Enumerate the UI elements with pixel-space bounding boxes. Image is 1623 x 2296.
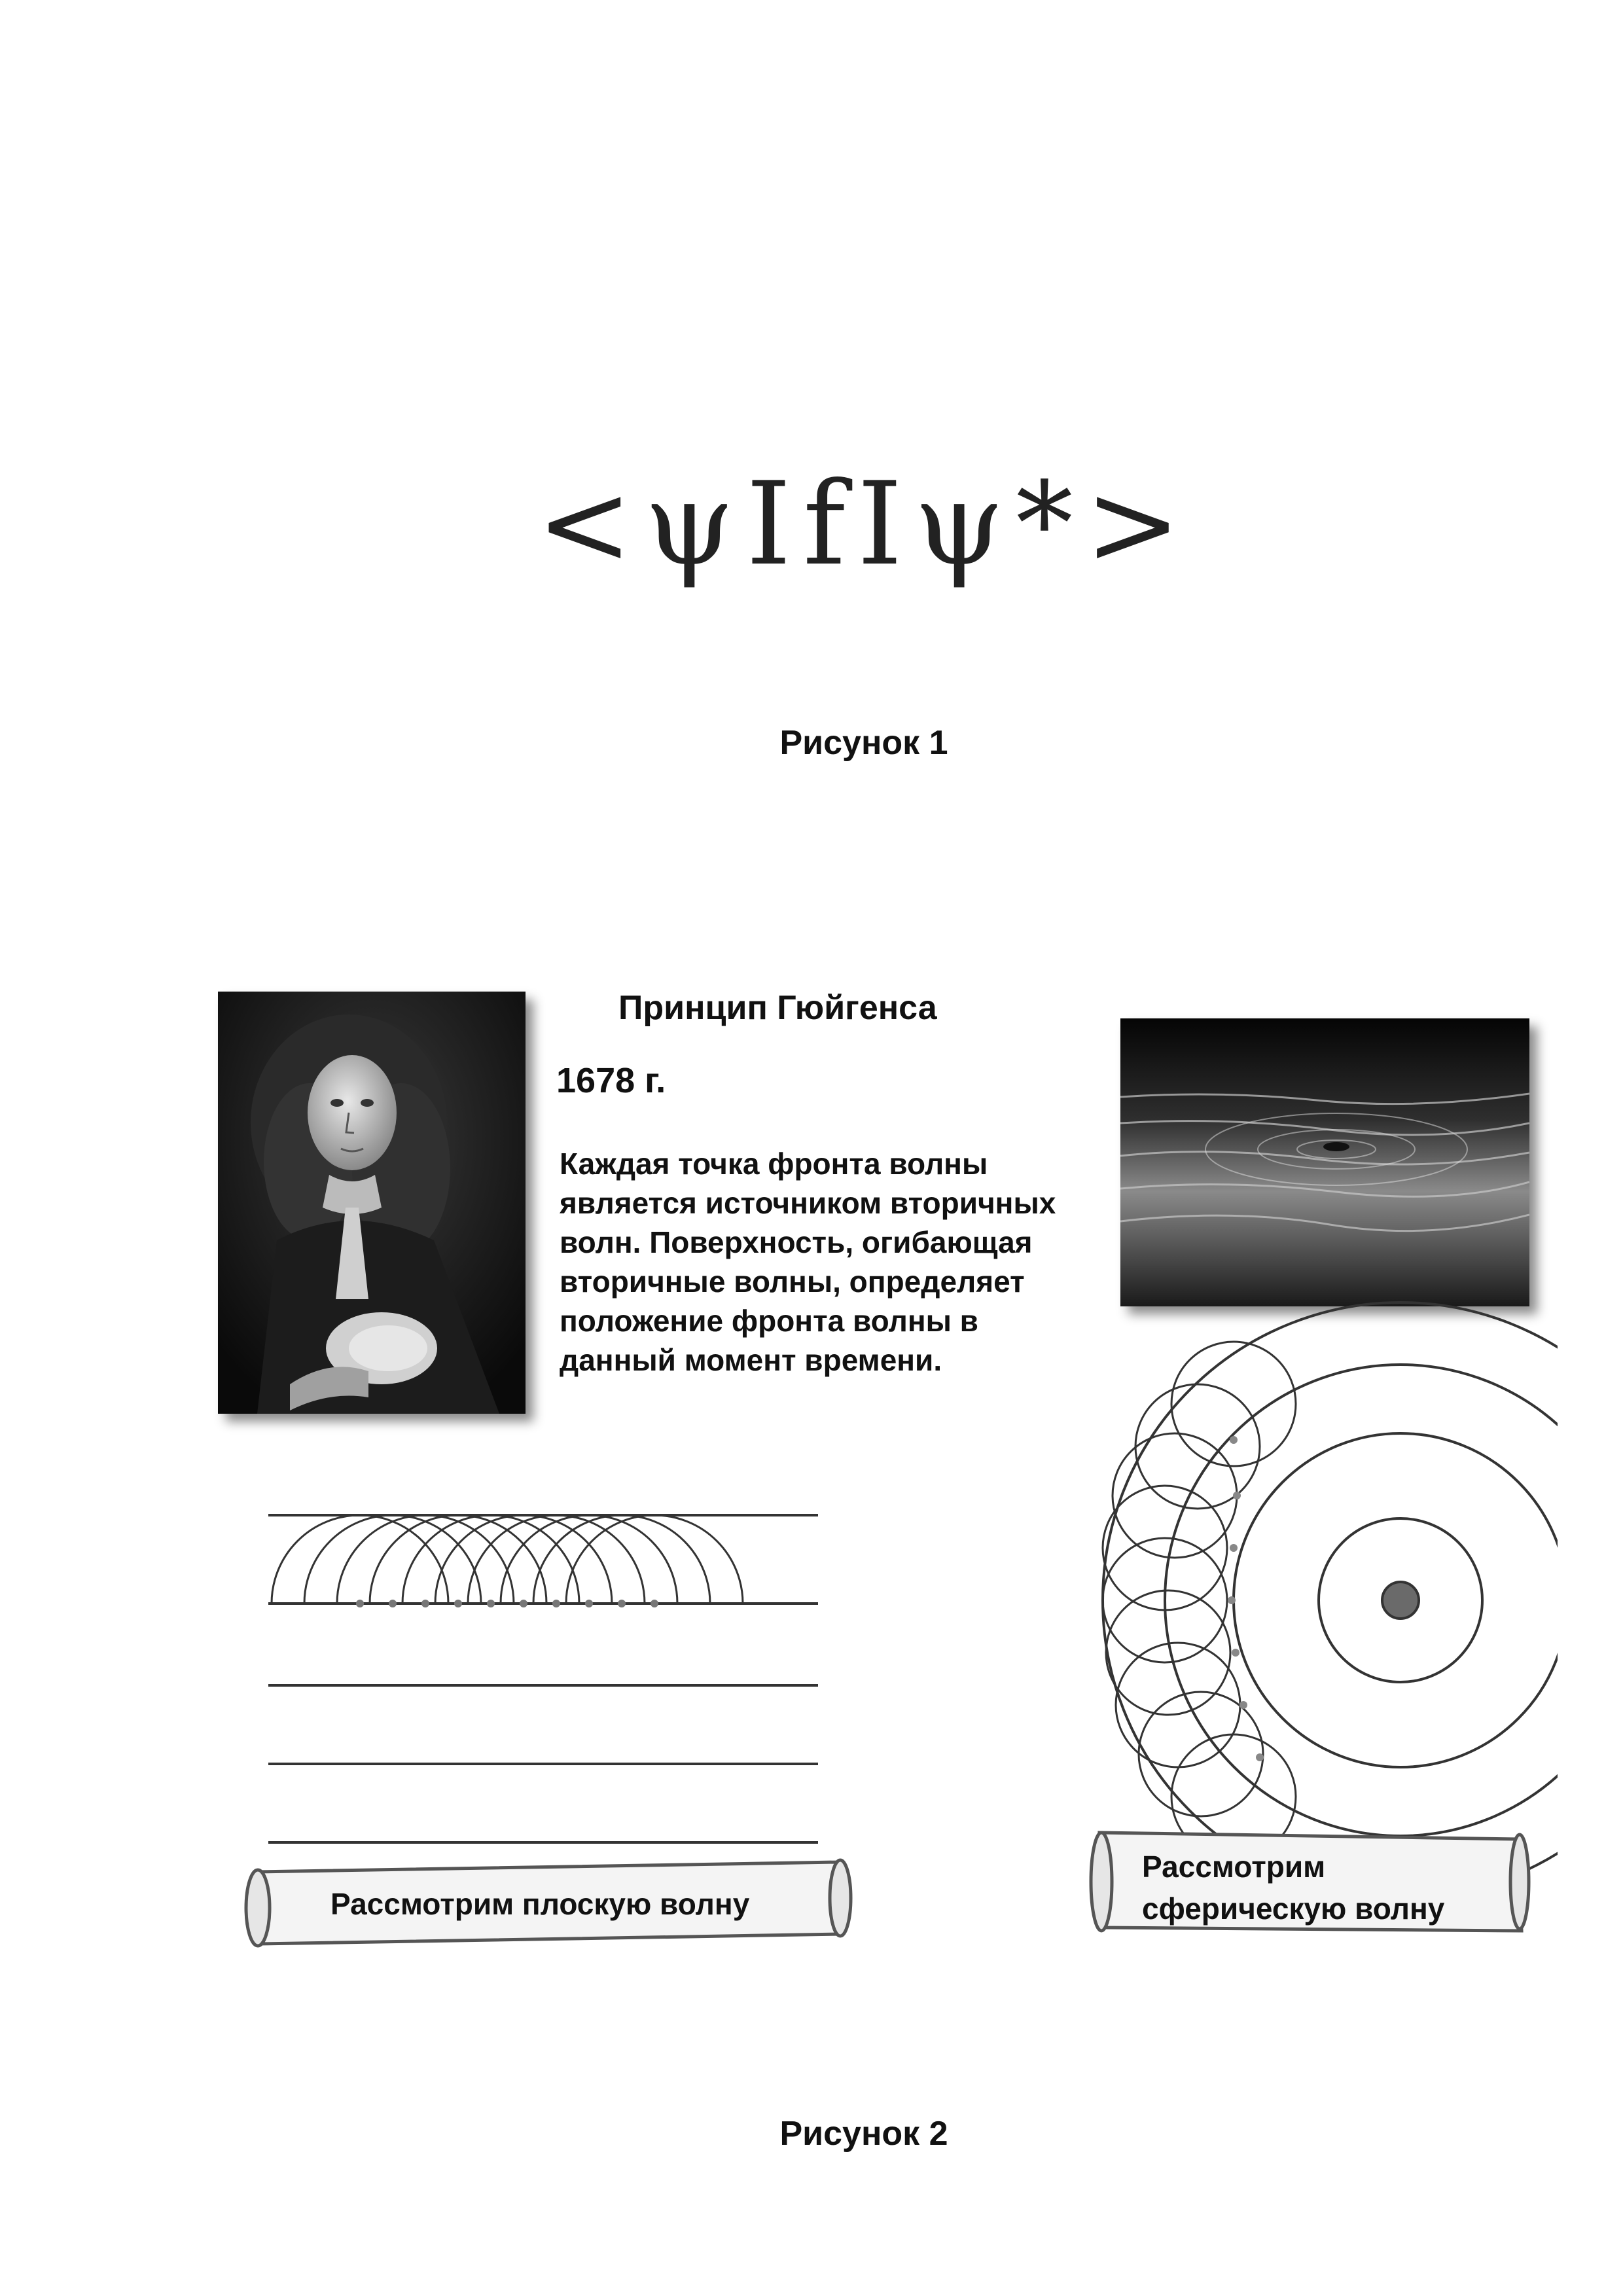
principle-line: положение фронта волны в: [560, 1304, 978, 1338]
plane-wave-diagram: [265, 1505, 821, 1872]
spherical-wave-diagram: [1060, 1299, 1558, 1875]
figure-1-caption: Рисунок 1: [779, 724, 948, 762]
plane-wave-label: Рассмотрим плоскую волну: [330, 1887, 750, 1921]
figure-2-caption: Рисунок 2: [779, 2115, 948, 2153]
principle-line: Каждая точка фронта волны: [560, 1147, 988, 1181]
huygens-portrait-image: [218, 992, 526, 1414]
principle-line: вторичные волны, определяет: [560, 1265, 1025, 1299]
water-ripples-image: [1120, 1018, 1529, 1306]
principle-line: данный момент времени.: [560, 1343, 942, 1377]
spherical-wave-label: [1142, 1846, 1444, 1929]
principle-line: волн. Поверхность, огибающая: [560, 1225, 1033, 1259]
principle-year: 1678 г.: [556, 1061, 666, 1100]
principle-line: является источником вторичных: [560, 1186, 1056, 1220]
principle-description: [560, 1144, 1109, 1380]
formula-expression: <ψIfIψ*>: [537, 458, 1193, 591]
principle-title: Принцип Гюйгенса: [618, 989, 937, 1027]
spherical-wave-label-line2: сферическую волну: [1142, 1892, 1445, 1926]
spherical-wave-label-line1: Рассмотрим: [1142, 1850, 1326, 1884]
